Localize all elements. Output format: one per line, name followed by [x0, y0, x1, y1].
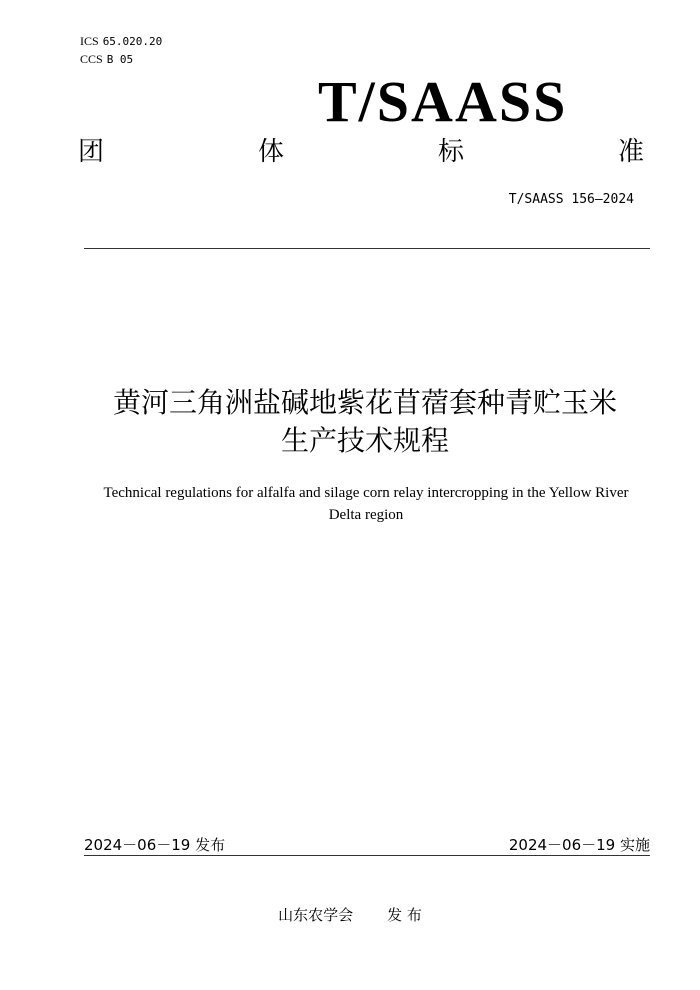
organization-logo: T/SAASS	[318, 69, 568, 134]
bottom-divider	[84, 855, 650, 856]
standard-type-char: 标	[437, 137, 464, 167]
ics-label: ICS	[80, 34, 99, 48]
publisher	[0, 904, 700, 925]
title-cn-line2: 生产技术规程	[280, 424, 449, 457]
ccs-code	[80, 52, 133, 67]
document-title-en: Technical regulations for alfalfa and silage corn relay intercropping in the Yellow River Delta region	[103, 485, 629, 523]
publisher-action: 发 布	[387, 906, 422, 924]
standard-type-char: 团	[78, 137, 105, 167]
document-title-cn	[60, 384, 670, 460]
standard-type-char: 准	[617, 137, 644, 167]
title-cn-line1: 黄河三角洲盐碱地紫花苜蓿套种青贮玉米	[112, 386, 617, 419]
ccs-value: B 05	[106, 53, 134, 66]
publish-date: 2024－06－19 发布	[84, 836, 226, 854]
standard-type-char: 体	[257, 137, 284, 167]
ics-value: 65.020.20	[102, 35, 163, 48]
standard-number: T/SAASS 156—2024	[508, 192, 634, 207]
standard-type	[78, 136, 644, 168]
ccs-label: CCS	[80, 52, 103, 66]
ics-code	[80, 34, 162, 49]
implement-date: 2024－06－19 实施	[508, 836, 650, 854]
top-divider	[84, 248, 650, 249]
publisher-name: 山东农学会	[278, 906, 354, 924]
